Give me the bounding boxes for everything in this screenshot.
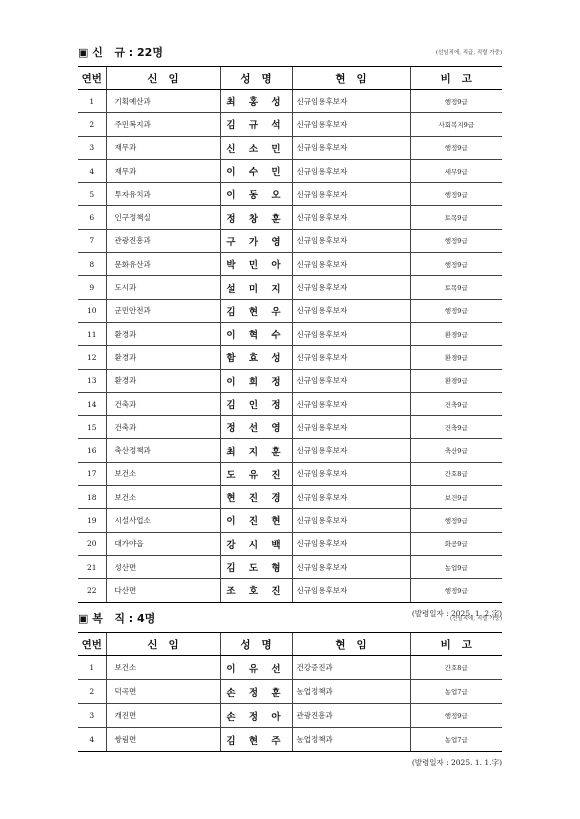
table-row xyxy=(78,486,502,509)
header-row-number: 연번 xyxy=(78,633,106,656)
header-employee-name: 성 명 xyxy=(220,67,292,90)
cell-employee-name: 이 희 정 xyxy=(220,369,292,392)
cell-new-post: 다산면 xyxy=(106,579,220,602)
cell-row-number: 3 xyxy=(78,136,106,159)
header-new-post: 신 임 xyxy=(106,67,220,90)
cell-row-number: 6 xyxy=(78,206,106,229)
cell-employee-name: 김 현 우 xyxy=(220,299,292,322)
cell-employee-name: 김 규 석 xyxy=(220,113,292,136)
cell-new-post: 도시과 xyxy=(106,276,220,299)
table-row xyxy=(78,416,502,439)
cell-current-post: 신규임용후보자 xyxy=(292,159,410,182)
cell-row-number: 15 xyxy=(78,416,106,439)
cell-remarks: 축산9급 xyxy=(410,439,502,462)
cell-current-post: 신규임용후보자 xyxy=(292,136,410,159)
table-row xyxy=(78,346,502,369)
cell-new-post: 환경과 xyxy=(106,322,220,345)
cell-new-post: 주민복지과 xyxy=(106,113,220,136)
cell-employee-name: 강 시 백 xyxy=(220,532,292,555)
new-appointments-section xyxy=(78,46,502,619)
table-header-row xyxy=(78,633,502,656)
cell-employee-name: 김 도 형 xyxy=(220,555,292,578)
cell-current-post: 신규임용후보자 xyxy=(292,555,410,578)
table-body xyxy=(78,656,502,752)
cell-current-post: 신규임용후보자 xyxy=(292,462,410,485)
table-row xyxy=(78,392,502,415)
cell-employee-name: 현 진 경 xyxy=(220,486,292,509)
cell-remarks: 토목9급 xyxy=(410,206,502,229)
header-row-number: 연번 xyxy=(78,67,106,90)
cell-current-post: 신규임용후보자 xyxy=(292,486,410,509)
cell-row-number: 18 xyxy=(78,486,106,509)
cell-remarks: 환경9급 xyxy=(410,322,502,345)
table-body xyxy=(78,90,502,603)
table-row xyxy=(78,462,502,485)
cell-remarks: 환경9급 xyxy=(410,369,502,392)
cell-row-number: 14 xyxy=(78,392,106,415)
cell-current-post: 신규임용후보자 xyxy=(292,392,410,415)
cell-new-post: 재무과 xyxy=(106,159,220,182)
cell-remarks: 건축9급 xyxy=(410,392,502,415)
cell-new-post: 성산면 xyxy=(106,555,220,578)
table-row xyxy=(78,656,502,680)
cell-row-number: 1 xyxy=(78,90,106,113)
cell-remarks: 간호8급 xyxy=(410,462,502,485)
cell-row-number: 3 xyxy=(78,704,106,728)
cell-remarks: 환경9급 xyxy=(410,346,502,369)
cell-new-post: 보건소 xyxy=(106,486,220,509)
cell-current-post: 신규임용후보자 xyxy=(292,416,410,439)
cell-remarks: 행정9급 xyxy=(410,509,502,532)
cell-employee-name: 이 수 민 xyxy=(220,159,292,182)
table-row xyxy=(78,159,502,182)
table-row xyxy=(78,704,502,728)
cell-remarks: 세무9급 xyxy=(410,159,502,182)
table-row xyxy=(78,136,502,159)
cell-employee-name: 최 지 훈 xyxy=(220,439,292,462)
cell-current-post: 신규임용후보자 xyxy=(292,579,410,602)
cell-current-post: 건강증진과 xyxy=(292,656,410,680)
cell-current-post: 신규임용후보자 xyxy=(292,369,410,392)
cell-current-post: 신규임용후보자 xyxy=(292,346,410,369)
table-row xyxy=(78,509,502,532)
cell-new-post: 재무과 xyxy=(106,136,220,159)
cell-employee-name: 정 창 훈 xyxy=(220,206,292,229)
cell-employee-name: 손 정 아 xyxy=(220,704,292,728)
cell-remarks: 행정9급 xyxy=(410,253,502,276)
cell-remarks: 행정9급 xyxy=(410,90,502,113)
cell-remarks: 화공9급 xyxy=(410,532,502,555)
cell-remarks: 농업7급 xyxy=(410,680,502,704)
issue-date: (발령일자 : 2025. 1. 2.字) xyxy=(411,608,502,618)
cell-employee-name: 이 혁 수 xyxy=(220,322,292,345)
table-row xyxy=(78,90,502,113)
cell-employee-name: 김 현 주 xyxy=(220,728,292,752)
table-row xyxy=(78,229,502,252)
cell-employee-name: 설 미 지 xyxy=(220,276,292,299)
cell-remarks: 사회복지9급 xyxy=(410,113,502,136)
cell-row-number: 2 xyxy=(78,680,106,704)
cell-row-number: 13 xyxy=(78,369,106,392)
table-row xyxy=(78,206,502,229)
table-row xyxy=(78,579,502,602)
cell-current-post: 농업정책과 xyxy=(292,680,410,704)
cell-employee-name: 정 선 영 xyxy=(220,416,292,439)
reinstatement-table xyxy=(78,632,502,752)
cell-current-post: 신규임용후보자 xyxy=(292,113,410,136)
section-note: (선임직에, 직급, 직렬 가중) xyxy=(435,50,502,56)
cell-row-number: 4 xyxy=(78,159,106,182)
header-remarks: 비 고 xyxy=(410,633,502,656)
cell-new-post: 보건소 xyxy=(106,656,220,680)
cell-new-post: 관광진흥과 xyxy=(106,229,220,252)
cell-row-number: 19 xyxy=(78,509,106,532)
cell-row-number: 22 xyxy=(78,579,106,602)
section-title: ▣ 신 규 : 22명 xyxy=(78,46,163,59)
cell-remarks: 건축9급 xyxy=(410,416,502,439)
cell-new-post: 환경과 xyxy=(106,369,220,392)
cell-current-post: 신규임용후보자 xyxy=(292,509,410,532)
table-row xyxy=(78,728,502,752)
cell-current-post: 신규임용후보자 xyxy=(292,439,410,462)
cell-new-post: 개진면 xyxy=(106,704,220,728)
cell-new-post: 시설사업소 xyxy=(106,509,220,532)
header-current-post: 현 임 xyxy=(292,67,410,90)
table-row xyxy=(78,183,502,206)
table-row xyxy=(78,555,502,578)
cell-row-number: 17 xyxy=(78,462,106,485)
cell-new-post: 축산정책과 xyxy=(106,439,220,462)
cell-row-number: 11 xyxy=(78,322,106,345)
table-row xyxy=(78,299,502,322)
cell-row-number: 16 xyxy=(78,439,106,462)
cell-current-post: 신규임용후보자 xyxy=(292,532,410,555)
header-current-post: 현 임 xyxy=(292,633,410,656)
table-row xyxy=(78,532,502,555)
cell-current-post: 신규임용후보자 xyxy=(292,183,410,206)
cell-new-post: 환경과 xyxy=(106,346,220,369)
table-row xyxy=(78,322,502,345)
cell-current-post: 농업정책과 xyxy=(292,728,410,752)
cell-new-post: 덕곡면 xyxy=(106,680,220,704)
section-title: ▣ 복 직 : 4명 xyxy=(78,612,156,625)
cell-row-number: 4 xyxy=(78,728,106,752)
table-row xyxy=(78,253,502,276)
cell-remarks: 행정9급 xyxy=(410,579,502,602)
cell-row-number: 10 xyxy=(78,299,106,322)
cell-current-post: 관광진흥과 xyxy=(292,704,410,728)
cell-remarks: 행정9급 xyxy=(410,299,502,322)
cell-new-post: 문화유산과 xyxy=(106,253,220,276)
cell-remarks: 행정9급 xyxy=(410,704,502,728)
cell-new-post: 쌍림면 xyxy=(106,728,220,752)
cell-current-post: 신규임용후보자 xyxy=(292,90,410,113)
table-row xyxy=(78,439,502,462)
cell-remarks: 간호8급 xyxy=(410,656,502,680)
cell-row-number: 20 xyxy=(78,532,106,555)
cell-employee-name: 신 소 민 xyxy=(220,136,292,159)
cell-current-post: 신규임용후보자 xyxy=(292,206,410,229)
cell-remarks: 보건9급 xyxy=(410,486,502,509)
cell-remarks: 행정9급 xyxy=(410,229,502,252)
cell-remarks: 토목9급 xyxy=(410,276,502,299)
cell-new-post: 군민안전과 xyxy=(106,299,220,322)
cell-remarks: 행정9급 xyxy=(410,183,502,206)
section-header xyxy=(78,612,502,632)
table-row xyxy=(78,369,502,392)
cell-row-number: 8 xyxy=(78,253,106,276)
cell-remarks: 행정9급 xyxy=(410,136,502,159)
cell-row-number: 5 xyxy=(78,183,106,206)
cell-employee-name: 손 정 훈 xyxy=(220,680,292,704)
table-header-row xyxy=(78,67,502,90)
cell-new-post: 건축과 xyxy=(106,392,220,415)
cell-employee-name: 함 효 성 xyxy=(220,346,292,369)
cell-new-post: 보건소 xyxy=(106,462,220,485)
cell-employee-name: 김 인 정 xyxy=(220,392,292,415)
cell-employee-name: 최 홍 성 xyxy=(220,90,292,113)
cell-employee-name: 도 유 진 xyxy=(220,462,292,485)
cell-employee-name: 박 민 아 xyxy=(220,253,292,276)
cell-current-post: 신규임용후보자 xyxy=(292,229,410,252)
table-row xyxy=(78,276,502,299)
cell-current-post: 신규임용후보자 xyxy=(292,322,410,345)
cell-row-number: 2 xyxy=(78,113,106,136)
cell-row-number: 9 xyxy=(78,276,106,299)
cell-row-number: 21 xyxy=(78,555,106,578)
cell-current-post: 신규임용후보자 xyxy=(292,276,410,299)
cell-employee-name: 이 진 현 xyxy=(220,509,292,532)
table-row xyxy=(78,113,502,136)
cell-new-post: 건축과 xyxy=(106,416,220,439)
cell-new-post: 투자유치과 xyxy=(106,183,220,206)
cell-current-post: 신규임용후보자 xyxy=(292,253,410,276)
cell-row-number: 12 xyxy=(78,346,106,369)
reinstatement-section xyxy=(78,612,502,768)
issue-date: (발령일자 : 2025. 1. 1.字) xyxy=(411,758,502,767)
section-header xyxy=(78,46,502,66)
header-new-post: 신 임 xyxy=(106,633,220,656)
cell-current-post: 신규임용후보자 xyxy=(292,299,410,322)
cell-employee-name: 이 동 오 xyxy=(220,183,292,206)
header-employee-name: 성 명 xyxy=(220,633,292,656)
cell-new-post: 대가야읍 xyxy=(106,532,220,555)
cell-new-post: 인구정책실 xyxy=(106,206,220,229)
new-appointments-table xyxy=(78,66,502,603)
cell-remarks: 농업9급 xyxy=(410,555,502,578)
table-row xyxy=(78,680,502,704)
cell-new-post: 기획예산과 xyxy=(106,90,220,113)
cell-remarks: 농업7급 xyxy=(410,728,502,752)
cell-employee-name: 조 호 진 xyxy=(220,579,292,602)
cell-employee-name: 구 가 영 xyxy=(220,229,292,252)
cell-row-number: 7 xyxy=(78,229,106,252)
header-remarks: 비 고 xyxy=(410,67,502,90)
section-note: (선임직에, 직렬 가중) xyxy=(449,616,502,622)
cell-row-number: 1 xyxy=(78,656,106,680)
cell-employee-name: 이 유 선 xyxy=(220,656,292,680)
